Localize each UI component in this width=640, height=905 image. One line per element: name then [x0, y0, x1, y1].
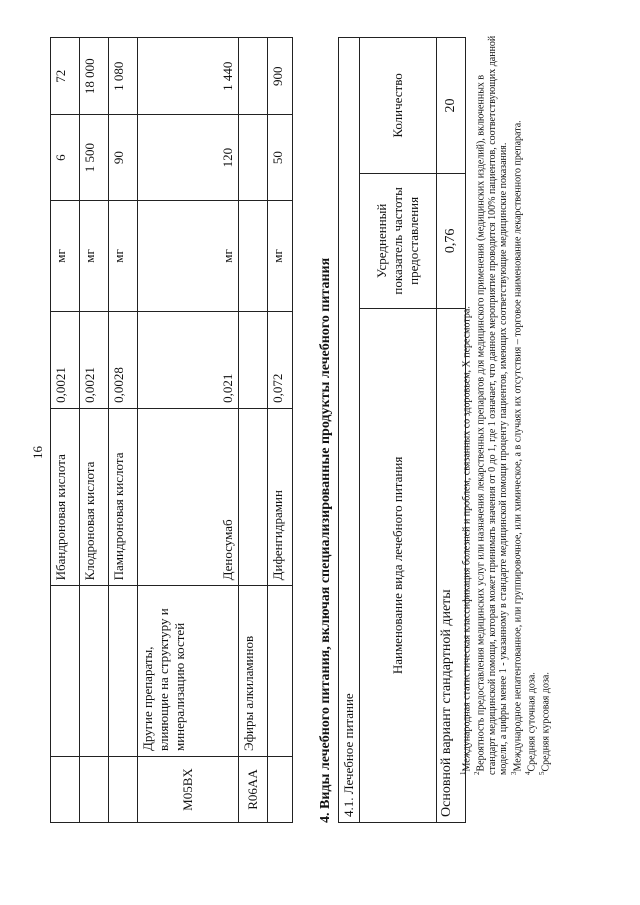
inn-cell: Ибандроновая кислота: [51, 408, 80, 585]
atc-code-cell: [51, 757, 80, 823]
table-row: [239, 38, 268, 823]
footnote: [472, 35, 508, 775]
table-row: [80, 38, 109, 823]
probability-cell: 0,021: [138, 312, 239, 409]
nutrition-quantity-cell: 20: [437, 38, 466, 174]
footnote: [523, 35, 537, 775]
header-frequency: Усредненный показатель частоты предоставления: [360, 173, 437, 308]
skd-cell: 18 000: [80, 38, 109, 115]
sdd-cell: 50: [268, 115, 293, 200]
atc-group-cell: [80, 586, 109, 757]
footnote: [537, 35, 551, 775]
header-quantity: Количество: [360, 38, 437, 174]
footnote-mark: 4: [523, 771, 532, 775]
atc-code-cell: M05BX: [138, 757, 239, 823]
atc-code-cell: R06AA: [239, 757, 268, 823]
sdd-cell: 90: [109, 115, 138, 200]
unit-cell: мг: [51, 200, 80, 311]
subsection-title: 4.1. Лечебное питание: [339, 38, 360, 823]
footnotes: [458, 35, 552, 775]
atc-code-cell: [109, 757, 138, 823]
page-number: 16: [30, 446, 45, 459]
probability-cell: [239, 312, 268, 409]
skd-cell: 1 080: [109, 38, 138, 115]
sdd-cell: 1 500: [80, 115, 109, 200]
nutrition-name-cell: Основной вариант стандартной диеты: [437, 308, 466, 822]
atc-code-cell: [268, 757, 293, 823]
probability-cell: 0,0028: [109, 312, 138, 409]
atc-group-cell: [268, 586, 293, 757]
unit-cell: мг: [80, 200, 109, 311]
unit-cell: [239, 200, 268, 311]
inn-cell: Деносумаб: [138, 408, 239, 585]
unit-cell: мг: [268, 200, 293, 311]
atc-code-cell: [80, 757, 109, 823]
section-heading: [318, 23, 334, 823]
table-header-row: [360, 38, 437, 823]
footnote: [509, 35, 523, 775]
nutrition-table: [338, 37, 466, 823]
probability-cell: 0,0021: [80, 312, 109, 409]
skd-cell: 72: [51, 38, 80, 115]
table-row: [51, 38, 80, 823]
footnote-text: Вероятность предоставления медицинских услуг или назначения лекарственных препаратов для медицинского применения (медицинских изделий), включенных в стандарт медицинской помощи, которая может принимать значения от 0 до 1, где 1 означает, что данное мероприятие проводится 100% пациентов, соответствующих данной модели, а цифры менее 1 - указанному в стандарте медицинской помощи проценту пациентов, имеющих соответствующие медицинские показания.: [475, 35, 509, 775]
footnote-mark: 1: [459, 771, 467, 775]
skd-cell: 1 440: [138, 38, 239, 115]
drug-table: [50, 37, 293, 823]
atc-group-cell: Другие препараты, влияющие на структуру и минерализацию костей: [138, 586, 239, 757]
inn-cell: Памидроновая кислота: [109, 408, 138, 585]
inn-cell: Клодроновая кислота: [80, 408, 109, 585]
skd-cell: [239, 38, 268, 115]
probability-cell: 0,072: [268, 312, 293, 409]
inn-cell: Дифенгидрамин: [268, 408, 293, 585]
footnote-text: Международная статистическая классификация болезней и проблем, связанных со здоровьем, X пересмотра.: [461, 306, 473, 772]
footnote-text: Международное непатентованное, или группировочное, или химическое, а в случаях их отсутствия – торговое наименование лекарственного препарата.: [511, 120, 523, 772]
footnote-text: Средняя суточная доза.: [526, 672, 538, 772]
nutrition-frequency-cell: 0,76: [437, 173, 466, 308]
sdd-cell: [239, 115, 268, 200]
section-number: 4.: [318, 812, 333, 823]
header-name: Наименование вида лечебного питания: [360, 308, 437, 822]
sdd-cell: 120: [138, 115, 239, 200]
inn-cell: [239, 408, 268, 585]
footnote: [458, 35, 472, 775]
probability-cell: 0,0021: [51, 312, 80, 409]
footnote-text: Средняя курсовая доза.: [540, 672, 552, 772]
atc-group-cell: Эфиры алкиламинов: [239, 586, 268, 757]
sdd-cell: 6: [51, 115, 80, 200]
unit-cell: мг: [109, 200, 138, 311]
footnote-mark: 5: [538, 771, 547, 775]
atc-group-cell: [109, 586, 138, 757]
table-row: [109, 38, 138, 823]
skd-cell: 900: [268, 38, 293, 115]
section-title: Виды лечебного питания, включая специализированные продукты лечебного питания: [318, 257, 333, 809]
table-subheading-row: [339, 38, 360, 823]
atc-group-cell: [51, 586, 80, 757]
table-row: [138, 38, 239, 823]
footnote-mark: 3: [509, 771, 518, 775]
table-row: [268, 38, 293, 823]
unit-cell: мг: [138, 200, 239, 311]
footnote-mark: 2: [473, 771, 482, 775]
